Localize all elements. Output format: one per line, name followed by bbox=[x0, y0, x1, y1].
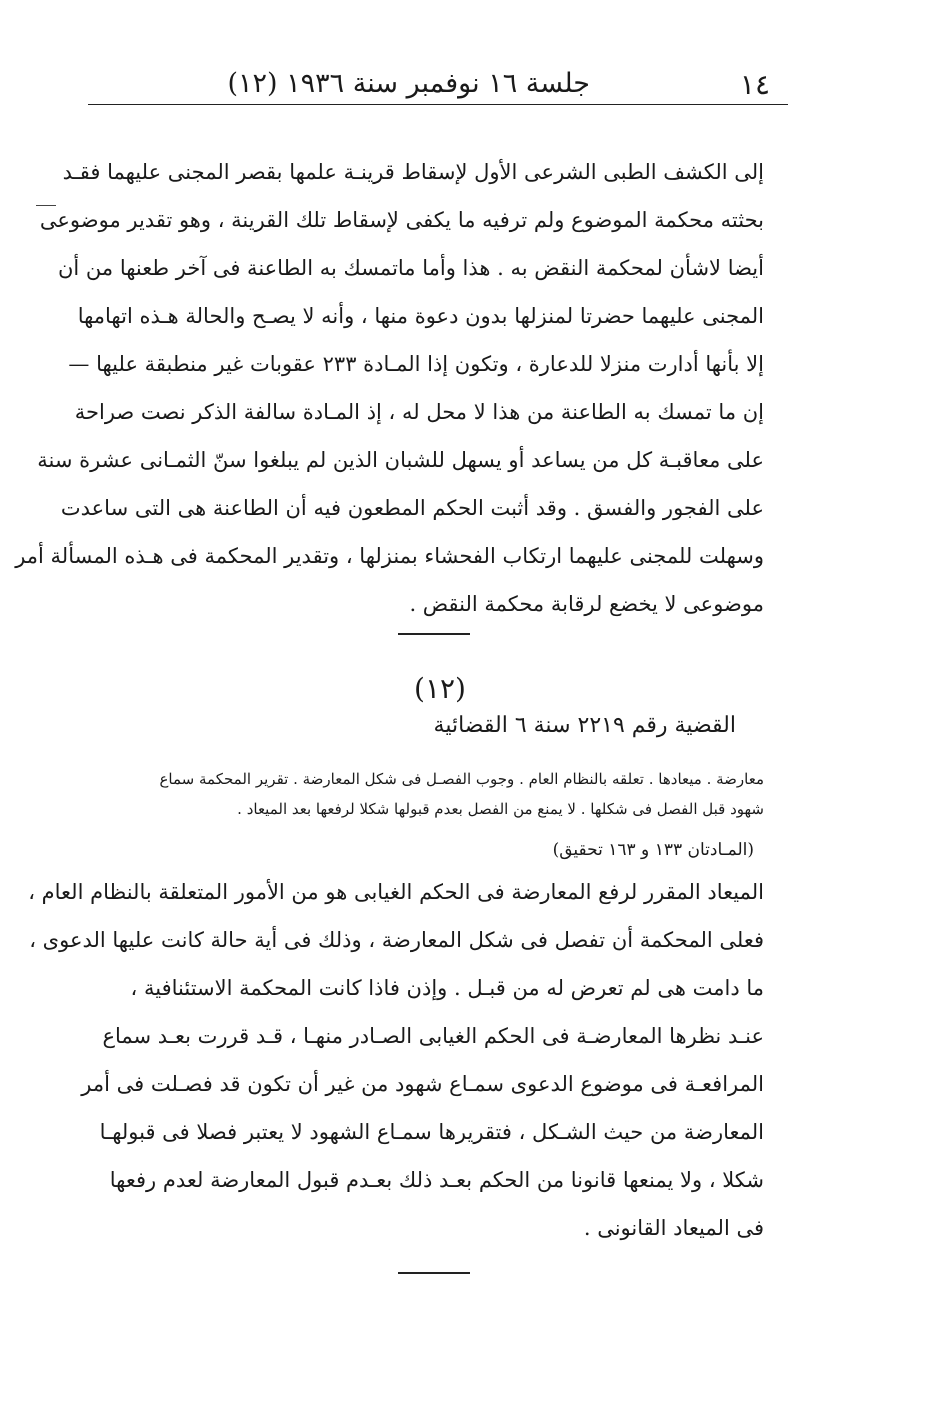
text-line: المجنى عليهما حضرتا لمنزلها بدون دعوة منها ، وأنه لا يصـح والحالة هـذه اتهامها bbox=[77, 304, 764, 328]
summary-line: شهود قبل الفصل فى شكلها . لا يمنع من الفصل بعدم قبولها شكلا لرفعها بعد الميعاد . bbox=[237, 800, 764, 818]
text-line: وسهلت للمجنى عليهما ارتكاب الفحشاء بمنزلها ، وتقدير المحكمة فى هـذه المسألة أمر bbox=[15, 544, 764, 568]
text-line: شكلا ، ولا يمنعها قانونا من الحكم بعـد ذلك بعـدم قبول المعارضة لعدم رفعها bbox=[109, 1168, 764, 1192]
articles-reference: (المـادتان ١٣٣ و ١٦٣ تحقيق) bbox=[552, 840, 754, 860]
text-line: عنـد نظرها المعارضـة فى الحكم الغيابى الصـادر منهـا ، قـد قررت بعـد سماع bbox=[102, 1024, 764, 1048]
case-number: (١٢) bbox=[414, 672, 466, 705]
text-line: فعلى المحكمة أن تفصل فى شكل المعارضة ، وذلك فى أية حالة كانت عليها الدعوى ، bbox=[29, 928, 764, 952]
text-line: المرافعـة فى موضوع الدعوى سمـاع شهود من غير أن تكون قد فصـلت فى أمر bbox=[81, 1072, 764, 1096]
section-separator bbox=[398, 633, 470, 635]
text-line: بحثته محكمة الموضوع ولم ترفيه ما يكفى لإسقاط تلك القرينة ، وهو تقدير موضوعى bbox=[39, 208, 764, 232]
text-line: على معاقبـة كل من يساعد أو يسهل للشبان الذين لم يبلغوا سنّ الثمـانى عشرة سنة bbox=[37, 448, 764, 472]
text-line: الميعاد المقرر لرفع المعارضة فى الحكم الغيابى هو من الأمور المتعلقة بالنظام العام ، bbox=[28, 880, 764, 904]
text-line: إلى الكشف الطبى الشرعى الأول لإسقاط قرينـة علمها بقصر المجنى عليهما فقـد bbox=[62, 160, 764, 184]
text-line: على الفجور والفسق . وقد أثبت الحكم المطعون فيه أن الطاعنة هى التى ساعدت bbox=[60, 496, 764, 520]
end-separator bbox=[398, 1272, 470, 1274]
text-line: فى الميعاد القانونى . bbox=[583, 1216, 764, 1240]
case-title: القضية رقم ٢٢١٩ سنة ٦ القضائية bbox=[433, 713, 736, 738]
text-line: إلا بأنها أدارت منزلا للدعارة ، وتكون إذا المـادة ٢٣٣ عقوبات غير منطبقة عليها — bbox=[68, 352, 764, 376]
text-line: أيضا لاشأن لمحكمة النقض به . هذا وأما ماتمسك به الطاعنة فى آخر طعنها من أن bbox=[57, 256, 764, 280]
header-rule bbox=[88, 104, 788, 105]
text-line: المعارضة من حيث الشـكل ، فتقريرها سمـاع الشهود لا يعتبر فصلا فى قبولهـا bbox=[99, 1120, 764, 1144]
text-line: موضوعى لا يخضع لرقابة محكمة النقض . bbox=[409, 592, 764, 616]
paragraph-1 bbox=[15, 148, 764, 628]
case-summary bbox=[100, 764, 764, 824]
paragraph-2 bbox=[28, 868, 764, 1252]
summary-line: معارضة . ميعادها . تعلقه بالنظام العام . وجوب الفصـل فى شكل المعارضة . تقرير المحكمة سماع bbox=[159, 770, 764, 788]
text-line: إن ما تمسك به الطاعنة من هذا لا محل له ، إذ المـادة سالفة الذكر نصت صراحة bbox=[74, 400, 764, 424]
page-number: ١٤ bbox=[739, 68, 770, 101]
running-header-title: جلسة ١٦ نوفمبر سنة ١٩٣٦ (١٢) bbox=[227, 68, 590, 99]
text-line: ما دامت هى لم تعرض له من قبـل . وإذن فاذا كانت المحكمة الاستئنافية ، bbox=[130, 976, 764, 1000]
